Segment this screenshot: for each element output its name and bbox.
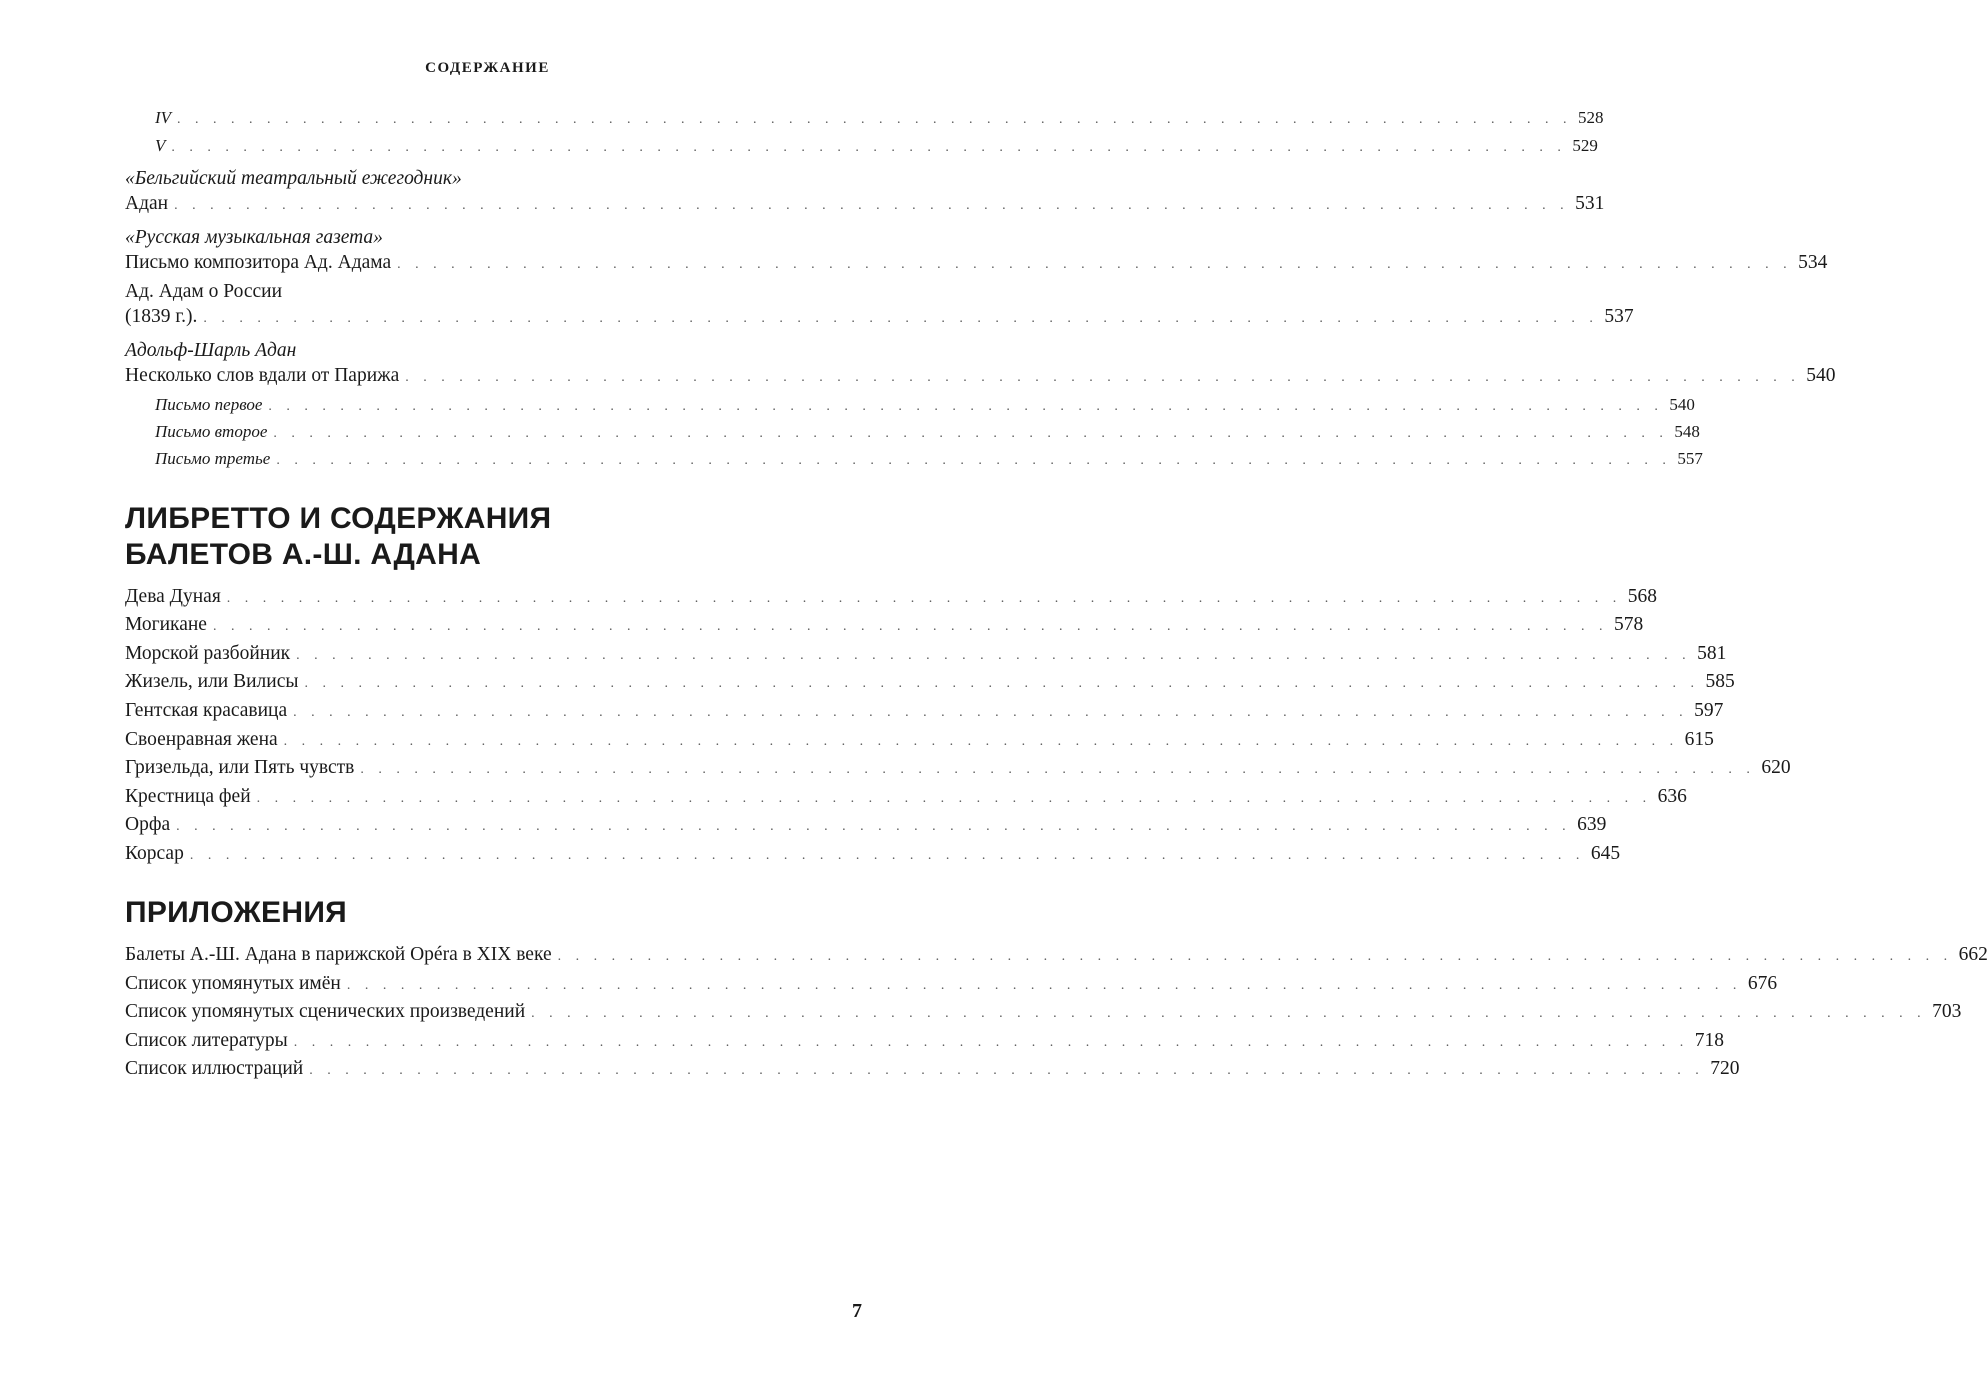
leader-dots: . . . . . . . . . . . . . . . . . . . . . . . . . . . . . . . . . . . . . . . . . . . . . . . . . . . . . . . . . . . . . . . . . . . . . . . . . . . . . . bbox=[189, 848, 1585, 863]
toc-entry-title: Крестница фей bbox=[125, 786, 251, 807]
toc-entry-adam-russia-line1: Ад. Адам о России bbox=[125, 281, 283, 302]
toc-entry-v[interactable] bbox=[155, 134, 1598, 158]
toc-entry-page: 636 bbox=[1657, 786, 1687, 807]
toc-entry-letter-composer[interactable] bbox=[125, 251, 1828, 275]
toc-entry-letter-1[interactable] bbox=[155, 393, 1695, 417]
toc-entry-libretto-9[interactable] bbox=[125, 813, 1607, 837]
toc-entry-few-words[interactable] bbox=[125, 364, 1836, 388]
toc-entry-title: Письмо первое bbox=[155, 395, 263, 414]
leader-dots: . . . . . . . . . . . . . . . . . . . . . . . . . . . . . . . . . . . . . . . . . . . . . . . . . . . . . . . . . . . . . . . . . . . . . . . . . . . . . . bbox=[203, 311, 1599, 326]
toc-entry-page: 568 bbox=[1627, 586, 1658, 607]
toc-entry-appendix-5[interactable] bbox=[125, 1057, 1740, 1081]
toc-entry-libretto-4[interactable] bbox=[125, 670, 1735, 694]
toc-entry-title: Адан bbox=[125, 193, 169, 214]
running-head: СОДЕРЖАНИЕ bbox=[425, 60, 550, 76]
leader-dots: . . . . . . . . . . . . . . . . . . . . . . . . . . . . . . . . . . . . . . . . . . . . . . . . . . . . . . . . . . . . . . . . . . . . . . . . . . . . . . bbox=[293, 705, 1689, 720]
toc-entry-title: Морской разбойник bbox=[125, 643, 291, 664]
leader-dots: . . . . . . . . . . . . . . . . . . . . . . . . . . . . . . . . . . . . . . . . . . . . . . . . . . . . . . . . . . . . . . . . . . . . . . . . . . . . . . bbox=[405, 370, 1801, 385]
toc-entry-page: 578 bbox=[1613, 614, 1644, 635]
toc-entry-libretto-5[interactable] bbox=[125, 699, 1724, 723]
toc-entry-title: IV bbox=[155, 108, 172, 127]
toc-entry-title: Корсар bbox=[125, 843, 184, 864]
leader-dots: . . . . . . . . . . . . . . . . . . . . . . . . . . . . . . . . . . . . . . . . . . . . . . . . . . . . . . . . . . . . . . . . . . . . . . . . . . . . . . bbox=[304, 676, 1700, 691]
source-heading-belgian: «Бельгийский театральный ежегодник» bbox=[125, 168, 462, 189]
toc-entry-page: 581 bbox=[1697, 643, 1727, 664]
leader-dots: . . . . . . . . . . . . . . . . . . . . . . . . . . . . . . . . . . . . . . . . . . . . . . . . . . . . . . . . . . . . . . . . . . . . . . . . . . . . . . bbox=[283, 734, 1679, 749]
toc-entry-page: 703 bbox=[1932, 1001, 1962, 1022]
toc-entry-iv[interactable] bbox=[155, 106, 1604, 130]
leader-dots: . . . . . . . . . . . . . . . . . . . . . . . . . . . . . . . . . . . . . . . . . . . . . . . . . . . . . . . . . . . . . . . . . . . . . . . . . . . . . . bbox=[268, 399, 1664, 414]
leader-dots: . . . . . . . . . . . . . . . . . . . . . . . . . . . . . . . . . . . . . . . . . . . . . . . . . . . . . . . . . . . . . . . . . . . . . . . . . . . . . . bbox=[531, 1006, 1927, 1021]
toc-entry-page: 597 bbox=[1694, 700, 1724, 721]
toc-entry-title: Орфа bbox=[125, 814, 171, 835]
toc-entry-title: Список упомянутых сценических произведений bbox=[125, 1001, 526, 1022]
section-title-libretto-2: БАЛЕТОВ А.-Ш. АДАНА bbox=[125, 538, 482, 571]
toc-entry-page: 676 bbox=[1747, 973, 1778, 994]
toc-entry-letter-2[interactable] bbox=[155, 420, 1700, 444]
toc-entry-page: 662 bbox=[1958, 944, 1988, 965]
source-heading-russian: «Русская музыкальная газета» bbox=[125, 227, 383, 248]
toc-entry-page: 620 bbox=[1761, 757, 1791, 778]
leader-dots: . . . . . . . . . . . . . . . . . . . . . . . . . . . . . . . . . . . . . . . . . . . . . . . . . . . . . . . . . . . . . . . . . . . . . . . . . . . . . . bbox=[174, 198, 1570, 213]
toc-entry-page: 540 bbox=[1669, 395, 1695, 414]
toc-entry-page: 615 bbox=[1684, 729, 1714, 750]
leader-dots: . . . . . . . . . . . . . . . . . . . . . . . . . . . . . . . . . . . . . . . . . . . . . . . . . . . . . . . . . . . . . . . . . . . . . . . . . . . . . . bbox=[346, 978, 1742, 993]
toc-entry-libretto-6[interactable] bbox=[125, 728, 1714, 752]
leader-dots: . . . . . . . . . . . . . . . . . . . . . . . . . . . . . . . . . . . . . . . . . . . . . . . . . . . . . . . . . . . . . . . . . . . . . . . . . . . . . . bbox=[176, 819, 1572, 834]
toc-entry-page: 639 bbox=[1577, 814, 1607, 835]
toc-entry-title: V bbox=[155, 136, 166, 155]
toc-entry-appendix-1[interactable] bbox=[125, 943, 1988, 967]
page-number: 7 bbox=[852, 1300, 862, 1322]
leader-dots: . . . . . . . . . . . . . . . . . . . . . . . . . . . . . . . . . . . . . . . . . . . . . . . . . . . . . . . . . . . . . . . . . . . . . . . . . . . . . . bbox=[177, 112, 1573, 127]
toc-entry-title: Гризельда, или Пять чувств bbox=[125, 757, 355, 778]
leader-dots: . . . . . . . . . . . . . . . . . . . . . . . . . . . . . . . . . . . . . . . . . . . . . . . . . . . . . . . . . . . . . . . . . . . . . . . . . . . . . . bbox=[212, 619, 1608, 634]
toc-entry-libretto-2[interactable] bbox=[125, 613, 1644, 637]
toc-entry-title: Своенравная жена bbox=[125, 729, 278, 750]
section-title-appendix: ПРИЛОЖЕНИЯ bbox=[125, 896, 348, 929]
toc-entry-title: Дева Дуная bbox=[125, 586, 221, 607]
toc-entry-page: 528 bbox=[1578, 108, 1604, 127]
toc-entry-page: 585 bbox=[1705, 671, 1735, 692]
toc-entry-title: Список иллюстраций bbox=[125, 1058, 304, 1079]
toc-entry-title: Жизель, или Вилисы bbox=[125, 671, 299, 692]
toc-entry-libretto-10[interactable] bbox=[125, 842, 1621, 866]
toc-entry-page: 537 bbox=[1604, 306, 1634, 327]
leader-dots: . . . . . . . . . . . . . . . . . . . . . . . . . . . . . . . . . . . . . . . . . . . . . . . . . . . . . . . . . . . . . . . . . . . . . . . . . . . . . . bbox=[397, 257, 1793, 272]
toc-entry-title: Могикане bbox=[125, 614, 207, 635]
toc-entry-page: 557 bbox=[1677, 449, 1703, 468]
toc-entry-title: Список литературы bbox=[125, 1030, 288, 1051]
toc-entry-adan[interactable] bbox=[125, 192, 1605, 216]
leader-dots: . . . . . . . . . . . . . . . . . . . . . . . . . . . . . . . . . . . . . . . . . . . . . . . . . . . . . . . . . . . . . . . . . . . . . . . . . . . . . . bbox=[226, 591, 1622, 606]
toc-entry-title: (1839 г.). bbox=[125, 306, 198, 327]
toc-entry-page: 531 bbox=[1575, 193, 1605, 214]
toc-entry-title: Письмо композитора Ад. Адама bbox=[125, 252, 392, 273]
toc-entry-page: 529 bbox=[1572, 136, 1598, 155]
leader-dots: . . . . . . . . . . . . . . . . . . . . . . . . . . . . . . . . . . . . . . . . . . . . . . . . . . . . . . . . . . . . . . . . . . . . . . . . . . . . . . bbox=[557, 949, 1953, 964]
toc-entry-appendix-2[interactable] bbox=[125, 972, 1778, 996]
leader-dots: . . . . . . . . . . . . . . . . . . . . . . . . . . . . . . . . . . . . . . . . . . . . . . . . . . . . . . . . . . . . . . . . . . . . . . . . . . . . . . bbox=[360, 762, 1756, 777]
toc-entry-page: 548 bbox=[1674, 422, 1700, 441]
toc-entry-libretto-8[interactable] bbox=[125, 785, 1687, 809]
leader-dots: . . . . . . . . . . . . . . . . . . . . . . . . . . . . . . . . . . . . . . . . . . . . . . . . . . . . . . . . . . . . . . . . . . . . . . . . . . . . . . bbox=[296, 648, 1692, 663]
leader-dots: . . . . . . . . . . . . . . . . . . . . . . . . . . . . . . . . . . . . . . . . . . . . . . . . . . . . . . . . . . . . . . . . . . . . . . . . . . . . . . bbox=[171, 140, 1567, 155]
toc-entry-title: Письмо третье bbox=[155, 449, 271, 468]
leader-dots: . . . . . . . . . . . . . . . . . . . . . . . . . . . . . . . . . . . . . . . . . . . . . . . . . . . . . . . . . . . . . . . . . . . . . . . . . . . . . . bbox=[276, 453, 1672, 468]
toc-entry-page: 534 bbox=[1798, 252, 1828, 273]
author-heading-adolphe: Адольф-Шарль Адан bbox=[125, 340, 297, 361]
leader-dots: . . . . . . . . . . . . . . . . . . . . . . . . . . . . . . . . . . . . . . . . . . . . . . . . . . . . . . . . . . . . . . . . . . . . . . . . . . . . . . bbox=[309, 1063, 1705, 1078]
toc-entry-page: 645 bbox=[1590, 843, 1621, 864]
section-title-libretto-1: ЛИБРЕТТО И СОДЕРЖАНИЯ bbox=[125, 502, 552, 535]
toc-entry-libretto-1[interactable] bbox=[125, 585, 1658, 609]
leader-dots: . . . . . . . . . . . . . . . . . . . . . . . . . . . . . . . . . . . . . . . . . . . . . . . . . . . . . . . . . . . . . . . . . . . . . . . . . . . . . . bbox=[273, 426, 1669, 441]
toc-entry-adam-russia[interactable] bbox=[125, 305, 1634, 329]
toc-entry-appendix-3[interactable] bbox=[125, 1000, 1962, 1024]
toc-entry-page: 718 bbox=[1694, 1030, 1724, 1051]
toc-entry-page: 720 bbox=[1710, 1058, 1740, 1079]
toc-entry-title: Балеты А.-Ш. Адана в парижской Opéra в XIX веке bbox=[125, 944, 552, 965]
toc-entry-libretto-7[interactable] bbox=[125, 756, 1791, 780]
toc-entry-libretto-3[interactable] bbox=[125, 642, 1727, 666]
leader-dots: . . . . . . . . . . . . . . . . . . . . . . . . . . . . . . . . . . . . . . . . . . . . . . . . . . . . . . . . . . . . . . . . . . . . . . . . . . . . . . bbox=[256, 791, 1652, 806]
toc-entry-title: Гентская красавица bbox=[125, 700, 288, 721]
toc-entry-appendix-4[interactable] bbox=[125, 1029, 1724, 1053]
leader-dots: . . . . . . . . . . . . . . . . . . . . . . . . . . . . . . . . . . . . . . . . . . . . . . . . . . . . . . . . . . . . . . . . . . . . . . . . . . . . . . bbox=[293, 1035, 1689, 1050]
toc-entry-title: Письмо второе bbox=[155, 422, 268, 441]
toc-entry-title: Несколько слов вдали от Парижа bbox=[125, 365, 400, 386]
toc-entry-page: 540 bbox=[1806, 365, 1836, 386]
toc-entry-title: Список упомянутых имён bbox=[125, 973, 341, 994]
toc-entry-letter-3[interactable] bbox=[155, 447, 1703, 471]
